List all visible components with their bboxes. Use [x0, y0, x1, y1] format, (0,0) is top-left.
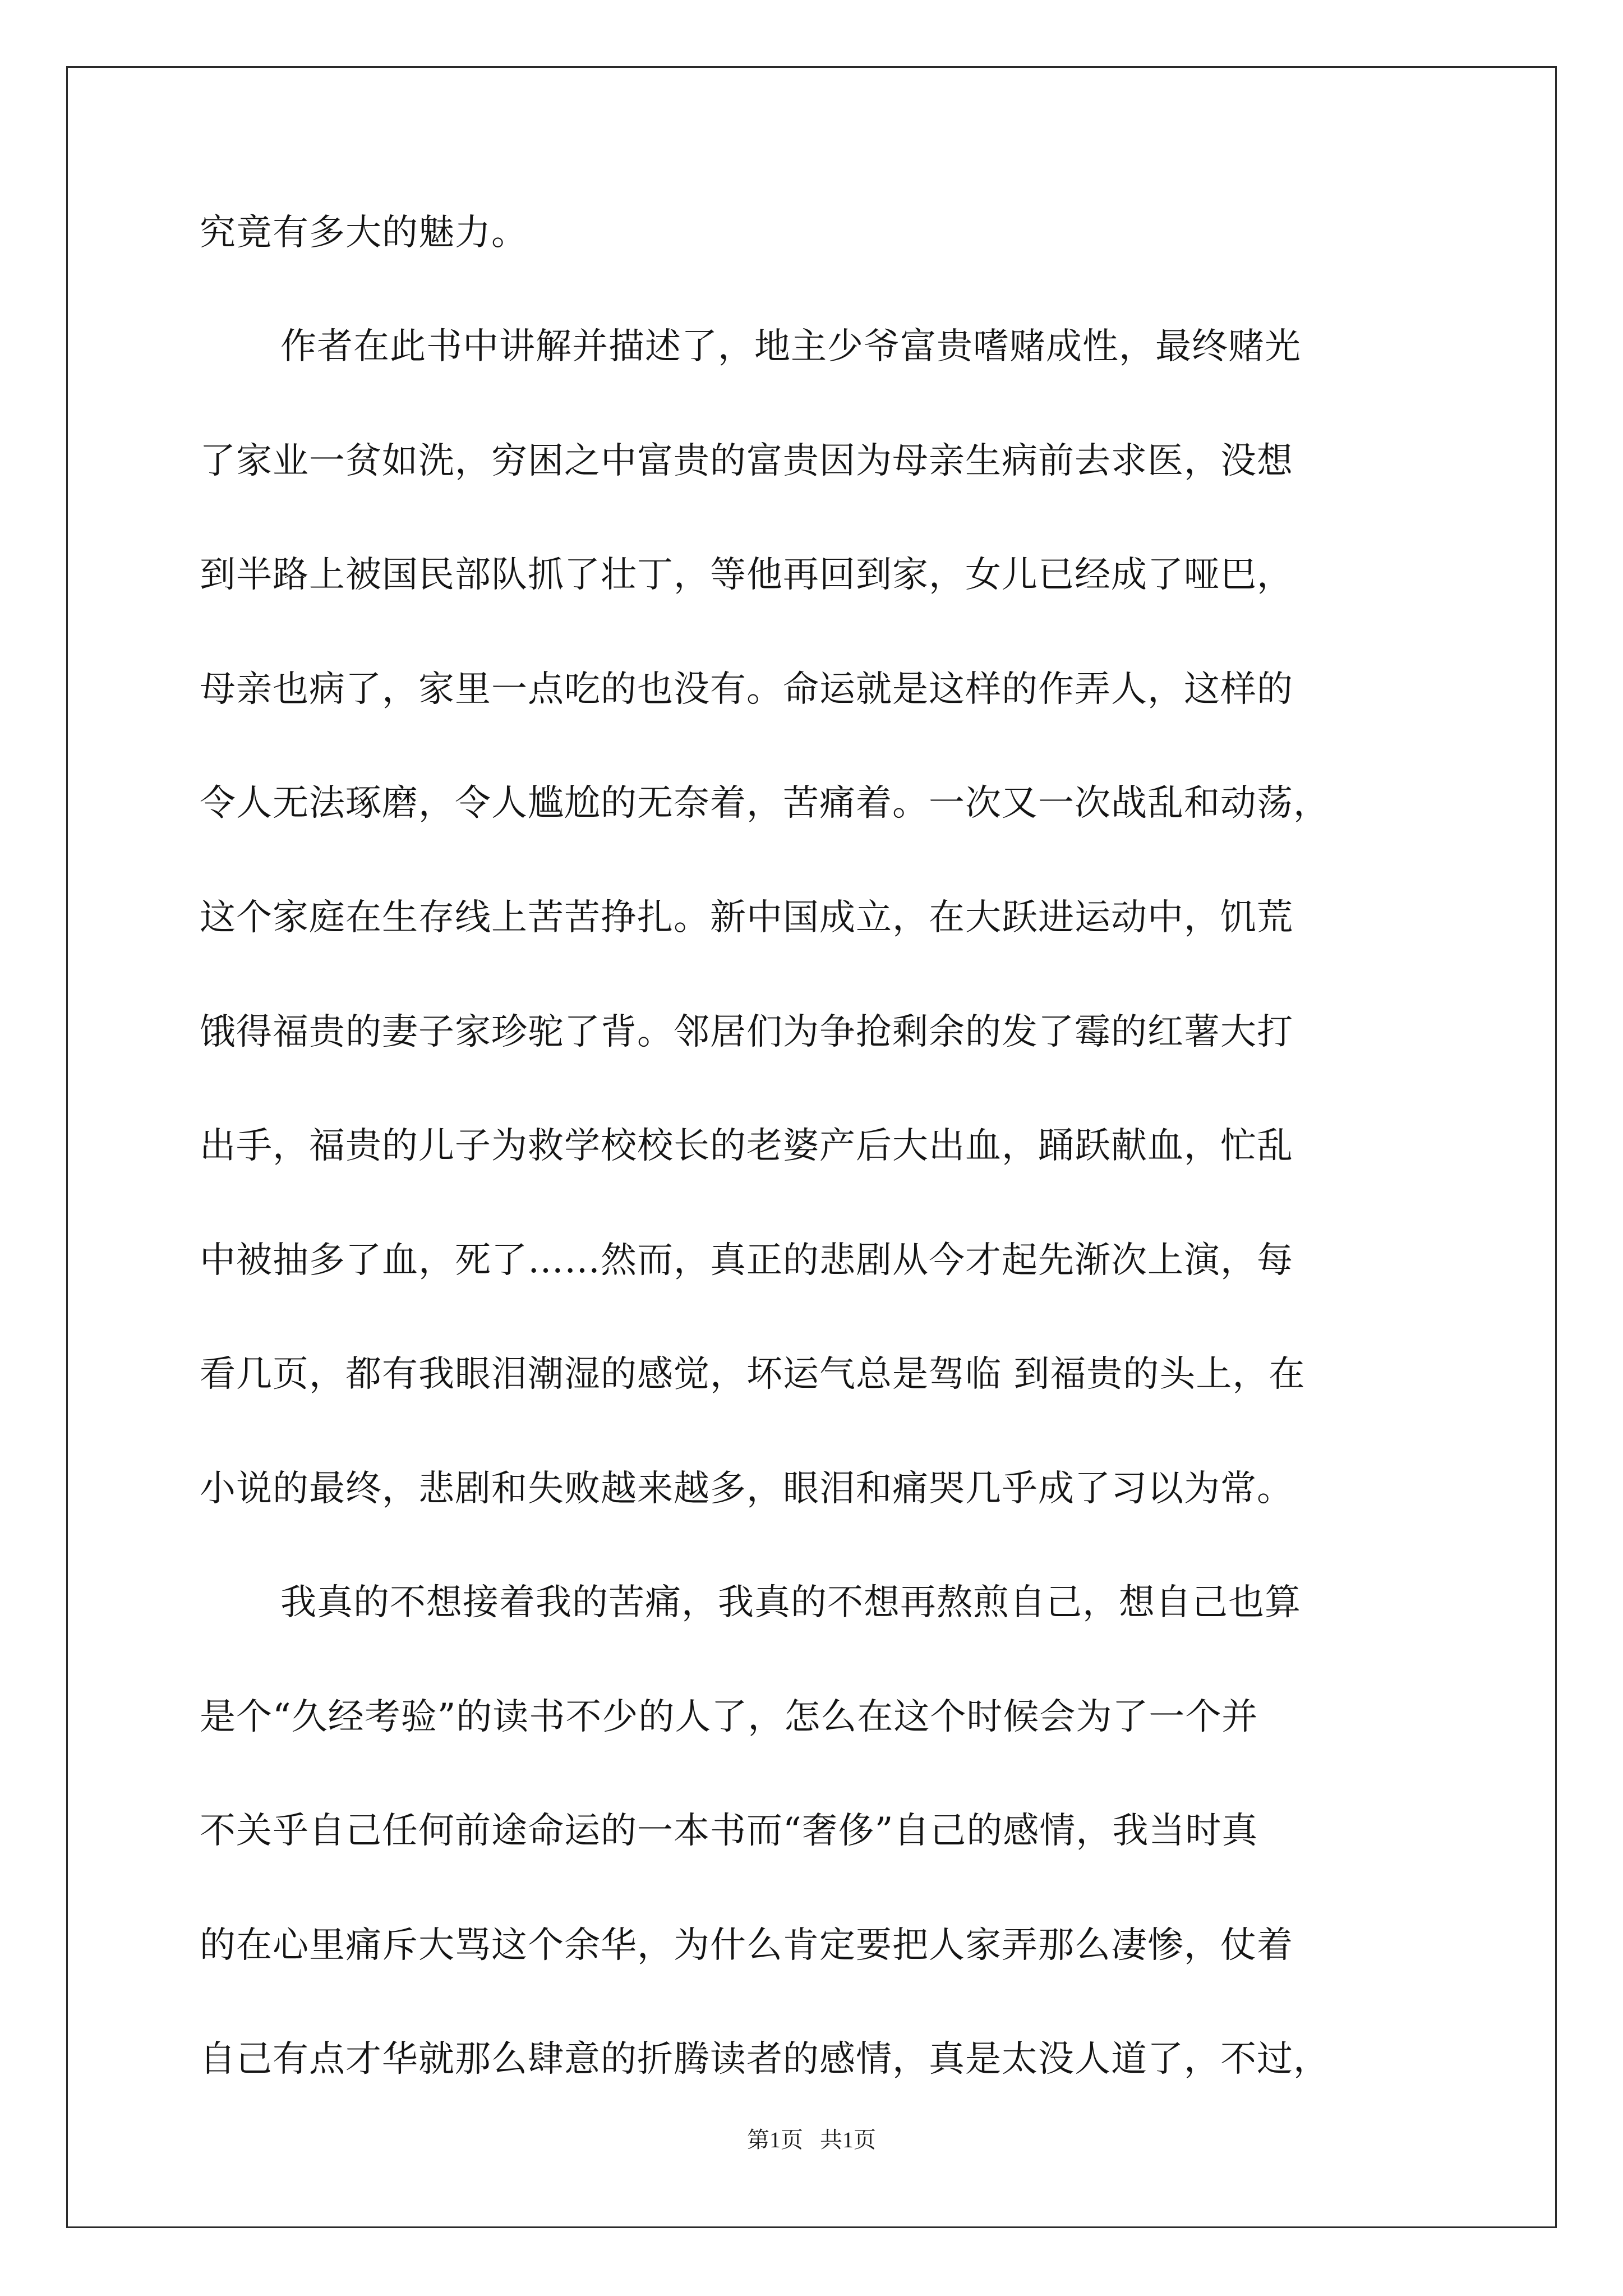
text-line: 自己有点才华就那么肆意的折腾读者的感情，真是太没人道了，不过， [200, 2039, 1330, 2080]
text-line: 小说的最终，悲剧和失败越来越多，眼泪和痛哭几乎成了习以为常。 [200, 1468, 1293, 1510]
text-line: 到半路上被国民部队抓了壮丁，等他再回到家，女儿已经成了哑巴， [200, 554, 1293, 596]
text-line: 的在心里痛斥大骂这个余华，为什么肯定要把人家弄那么凄惨，仗着 [200, 1925, 1293, 1966]
text-line: 令人无法琢磨，令人尴尬的无奈着，苦痛着。一次又一次战乱和动荡， [200, 783, 1330, 824]
text-line: 是个“久经考验”的读书不少的人了，怎么在这个时候会为了一个并 [200, 1696, 1258, 1738]
text-line: 饿得福贵的妻子家珍驼了背。邻居们为争抢剩余的发了霉的红薯大打 [200, 1011, 1293, 1053]
text-line: 了家业一贫如洗，穷困之中富贵的富贵因为母亲生病前去求医，没想 [200, 440, 1293, 482]
paragraph-start-line: 作者在此书中讲解并描述了，地主少爷富贵嗜赌成性，最终赌光 [280, 326, 1301, 367]
text-line: 中被抽多了血，死了……然而，真正的悲剧从今才起先渐次上演，每 [200, 1240, 1293, 1281]
text-line: 究竟有多大的魅力。 [200, 212, 528, 254]
paragraph-start-line: 我真的不想接着我的苦痛，我真的不想再熬煎自己，想自己也算 [280, 1582, 1301, 1623]
text-line: 不关乎自己任何前途命运的一本书而“奢侈”自己的感情，我当时真 [200, 1810, 1258, 1852]
text-line: 母亲也病了，家里一点吃的也没有。命运就是这样的作弄人，这样的 [200, 669, 1293, 710]
text-line: 看几页，都有我眼泪潮湿的感觉，坏运气总是驾临 到福贵的头上，在 [200, 1354, 1306, 1395]
page-number-footer: 第1页 共1页 [747, 2127, 876, 2152]
text-line: 出手，福贵的儿子为救学校校长的老婆产后大出血，踊跃献血，忙乱 [200, 1125, 1293, 1167]
text-line: 这个家庭在生存线上苦苦挣扎。新中国成立，在大跃进运动中，饥荒 [200, 897, 1293, 938]
